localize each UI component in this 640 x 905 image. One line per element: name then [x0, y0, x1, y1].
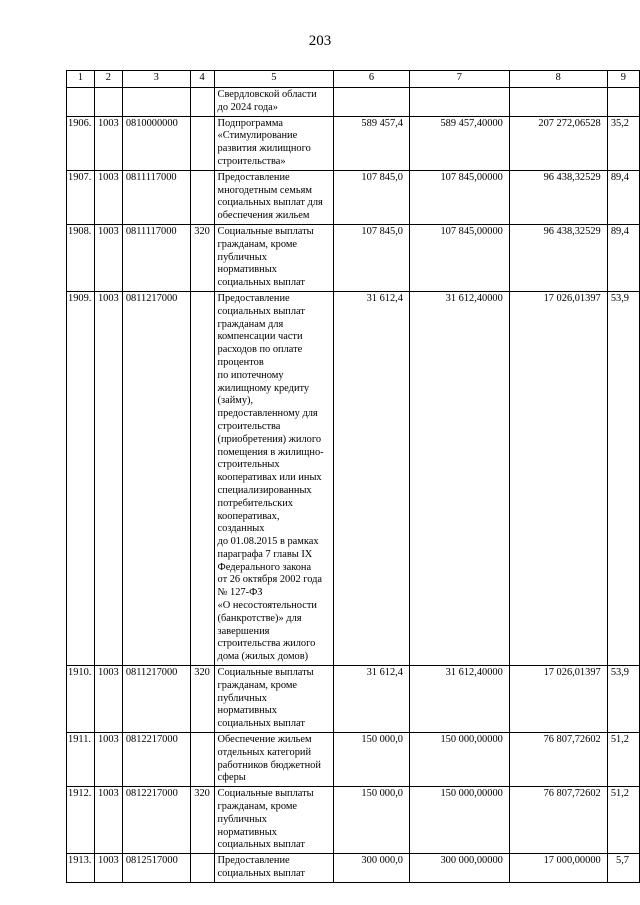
- adjusted-amount-cell: 589 457,40000: [409, 116, 509, 170]
- target-article-cell: 0811217000: [122, 291, 190, 665]
- header-row: [67, 71, 640, 88]
- execution-percent-cell: 89,4: [607, 224, 639, 291]
- adjusted-amount-cell: 107 845,00000: [409, 170, 509, 224]
- executed-amount-cell: 96 438,32529: [509, 170, 607, 224]
- column-header-5: 5: [214, 71, 334, 88]
- column-header-2: 2: [94, 71, 122, 88]
- expense-type-cell: 320: [190, 787, 214, 854]
- target-article-cell: 0811217000: [122, 666, 190, 733]
- planned-amount-cell: 107 845,0: [334, 170, 410, 224]
- item-name-cell: Предоставление социальных выплат: [214, 854, 334, 883]
- execution-percent-cell: 53,9: [607, 666, 639, 733]
- table-row: [67, 170, 640, 224]
- planned-amount-cell: 31 612,4: [334, 291, 410, 665]
- execution-percent-cell: 5,7: [607, 854, 639, 883]
- row-number-cell: 1910.: [67, 666, 95, 733]
- adjusted-amount-cell: 107 845,00000: [409, 224, 509, 291]
- row-number-cell: [67, 88, 95, 117]
- item-name-cell: Предоставление многодетным семьям социальных выплат для обеспечения жильем: [214, 170, 334, 224]
- executed-amount-cell: 17 026,01397: [509, 666, 607, 733]
- expense-type-cell: [190, 88, 214, 117]
- section-code-cell: 1003: [94, 854, 122, 883]
- expense-type-cell: [190, 733, 214, 787]
- row-number-cell: 1913.: [67, 854, 95, 883]
- column-header-4: 4: [190, 71, 214, 88]
- table-row: [67, 854, 640, 883]
- target-article-cell: 0812217000: [122, 733, 190, 787]
- budget-table: [66, 70, 640, 883]
- row-number-cell: 1907.: [67, 170, 95, 224]
- planned-amount-cell: 150 000,0: [334, 733, 410, 787]
- target-article-cell: 0811117000: [122, 224, 190, 291]
- item-name-cell: Предоставление социальных выплат гражданам для компенсации части расходов по оплате процентов по ипотечному жилищному кредиту (займу), предоставленному для строительства (приобретения) жилого помещения в жилищно- строительных кооперативах или иных специализированных потребительских кооперативах, созданных до 01.08.2015 в рамках параграфа 7 главы IX Федерального закона от 26 октября 2002 года № 127-ФЗ «О несостоятельности (банкротстве)» для завершения строительства жилого дома (жилых домов): [214, 291, 334, 665]
- row-number-cell: 1908.: [67, 224, 95, 291]
- expense-type-cell: [190, 291, 214, 665]
- item-name-cell: Свердловской области до 2024 года»: [214, 88, 334, 117]
- execution-percent-cell: 89,4: [607, 170, 639, 224]
- planned-amount-cell: 150 000,0: [334, 787, 410, 854]
- item-name-cell: Социальные выплаты гражданам, кроме публичных нормативных социальных выплат: [214, 666, 334, 733]
- item-name-cell: Социальные выплаты гражданам, кроме публичных нормативных социальных выплат: [214, 787, 334, 854]
- adjusted-amount-cell: [409, 88, 509, 117]
- item-name-cell: Социальные выплаты гражданам, кроме публичных нормативных социальных выплат: [214, 224, 334, 291]
- table-row: [67, 291, 640, 665]
- section-code-cell: 1003: [94, 170, 122, 224]
- adjusted-amount-cell: 150 000,00000: [409, 787, 509, 854]
- planned-amount-cell: 300 000,0: [334, 854, 410, 883]
- column-header-9: 9: [607, 71, 639, 88]
- executed-amount-cell: 96 438,32529: [509, 224, 607, 291]
- executed-amount-cell: 207 272,06528: [509, 116, 607, 170]
- section-code-cell: 1003: [94, 666, 122, 733]
- row-number-cell: 1912.: [67, 787, 95, 854]
- adjusted-amount-cell: 150 000,00000: [409, 733, 509, 787]
- column-header-8: 8: [509, 71, 607, 88]
- section-code-cell: 1003: [94, 291, 122, 665]
- execution-percent-cell: 35,2: [607, 116, 639, 170]
- table-row: [67, 666, 640, 733]
- section-code-cell: 1003: [94, 224, 122, 291]
- page-number: 203: [308, 33, 332, 49]
- column-header-3: 3: [122, 71, 190, 88]
- column-header-7: 7: [409, 71, 509, 88]
- section-code-cell: 1003: [94, 733, 122, 787]
- table-row: [67, 88, 640, 117]
- table-row: [67, 733, 640, 787]
- executed-amount-cell: 17 026,01397: [509, 291, 607, 665]
- table-row: [67, 787, 640, 854]
- section-code-cell: 1003: [94, 116, 122, 170]
- execution-percent-cell: 51,2: [607, 787, 639, 854]
- planned-amount-cell: 107 845,0: [334, 224, 410, 291]
- adjusted-amount-cell: 31 612,40000: [409, 291, 509, 665]
- table-row: [67, 116, 640, 170]
- executed-amount-cell: 76 807,72602: [509, 787, 607, 854]
- column-header-1: 1: [67, 71, 95, 88]
- item-name-cell: Обеспечение жильем отдельных категорий работников бюджетной сферы: [214, 733, 334, 787]
- row-number-cell: 1909.: [67, 291, 95, 665]
- execution-percent-cell: [607, 88, 639, 117]
- expense-type-cell: 320: [190, 666, 214, 733]
- column-header-6: 6: [334, 71, 410, 88]
- row-number-cell: 1911.: [67, 733, 95, 787]
- section-code-cell: [94, 88, 122, 117]
- target-article-cell: 0811117000: [122, 170, 190, 224]
- execution-percent-cell: 51,2: [607, 733, 639, 787]
- expense-type-cell: 320: [190, 224, 214, 291]
- target-article-cell: 0812517000: [122, 854, 190, 883]
- item-name-cell: Подпрограмма «Стимулирование развития жилищного строительства»: [214, 116, 334, 170]
- executed-amount-cell: 76 807,72602: [509, 733, 607, 787]
- adjusted-amount-cell: 31 612,40000: [409, 666, 509, 733]
- expense-type-cell: [190, 116, 214, 170]
- executed-amount-cell: [509, 88, 607, 117]
- execution-percent-cell: 53,9: [607, 291, 639, 665]
- target-article-cell: [122, 88, 190, 117]
- executed-amount-cell: 17 000,00000: [509, 854, 607, 883]
- planned-amount-cell: [334, 88, 410, 117]
- table-body: [67, 88, 640, 883]
- table-row: [67, 224, 640, 291]
- adjusted-amount-cell: 300 000,00000: [409, 854, 509, 883]
- planned-amount-cell: 31 612,4: [334, 666, 410, 733]
- target-article-cell: 0812217000: [122, 787, 190, 854]
- expense-type-cell: [190, 854, 214, 883]
- section-code-cell: 1003: [94, 787, 122, 854]
- expense-type-cell: [190, 170, 214, 224]
- target-article-cell: 0810000000: [122, 116, 190, 170]
- planned-amount-cell: 589 457,4: [334, 116, 410, 170]
- row-number-cell: 1906.: [67, 116, 95, 170]
